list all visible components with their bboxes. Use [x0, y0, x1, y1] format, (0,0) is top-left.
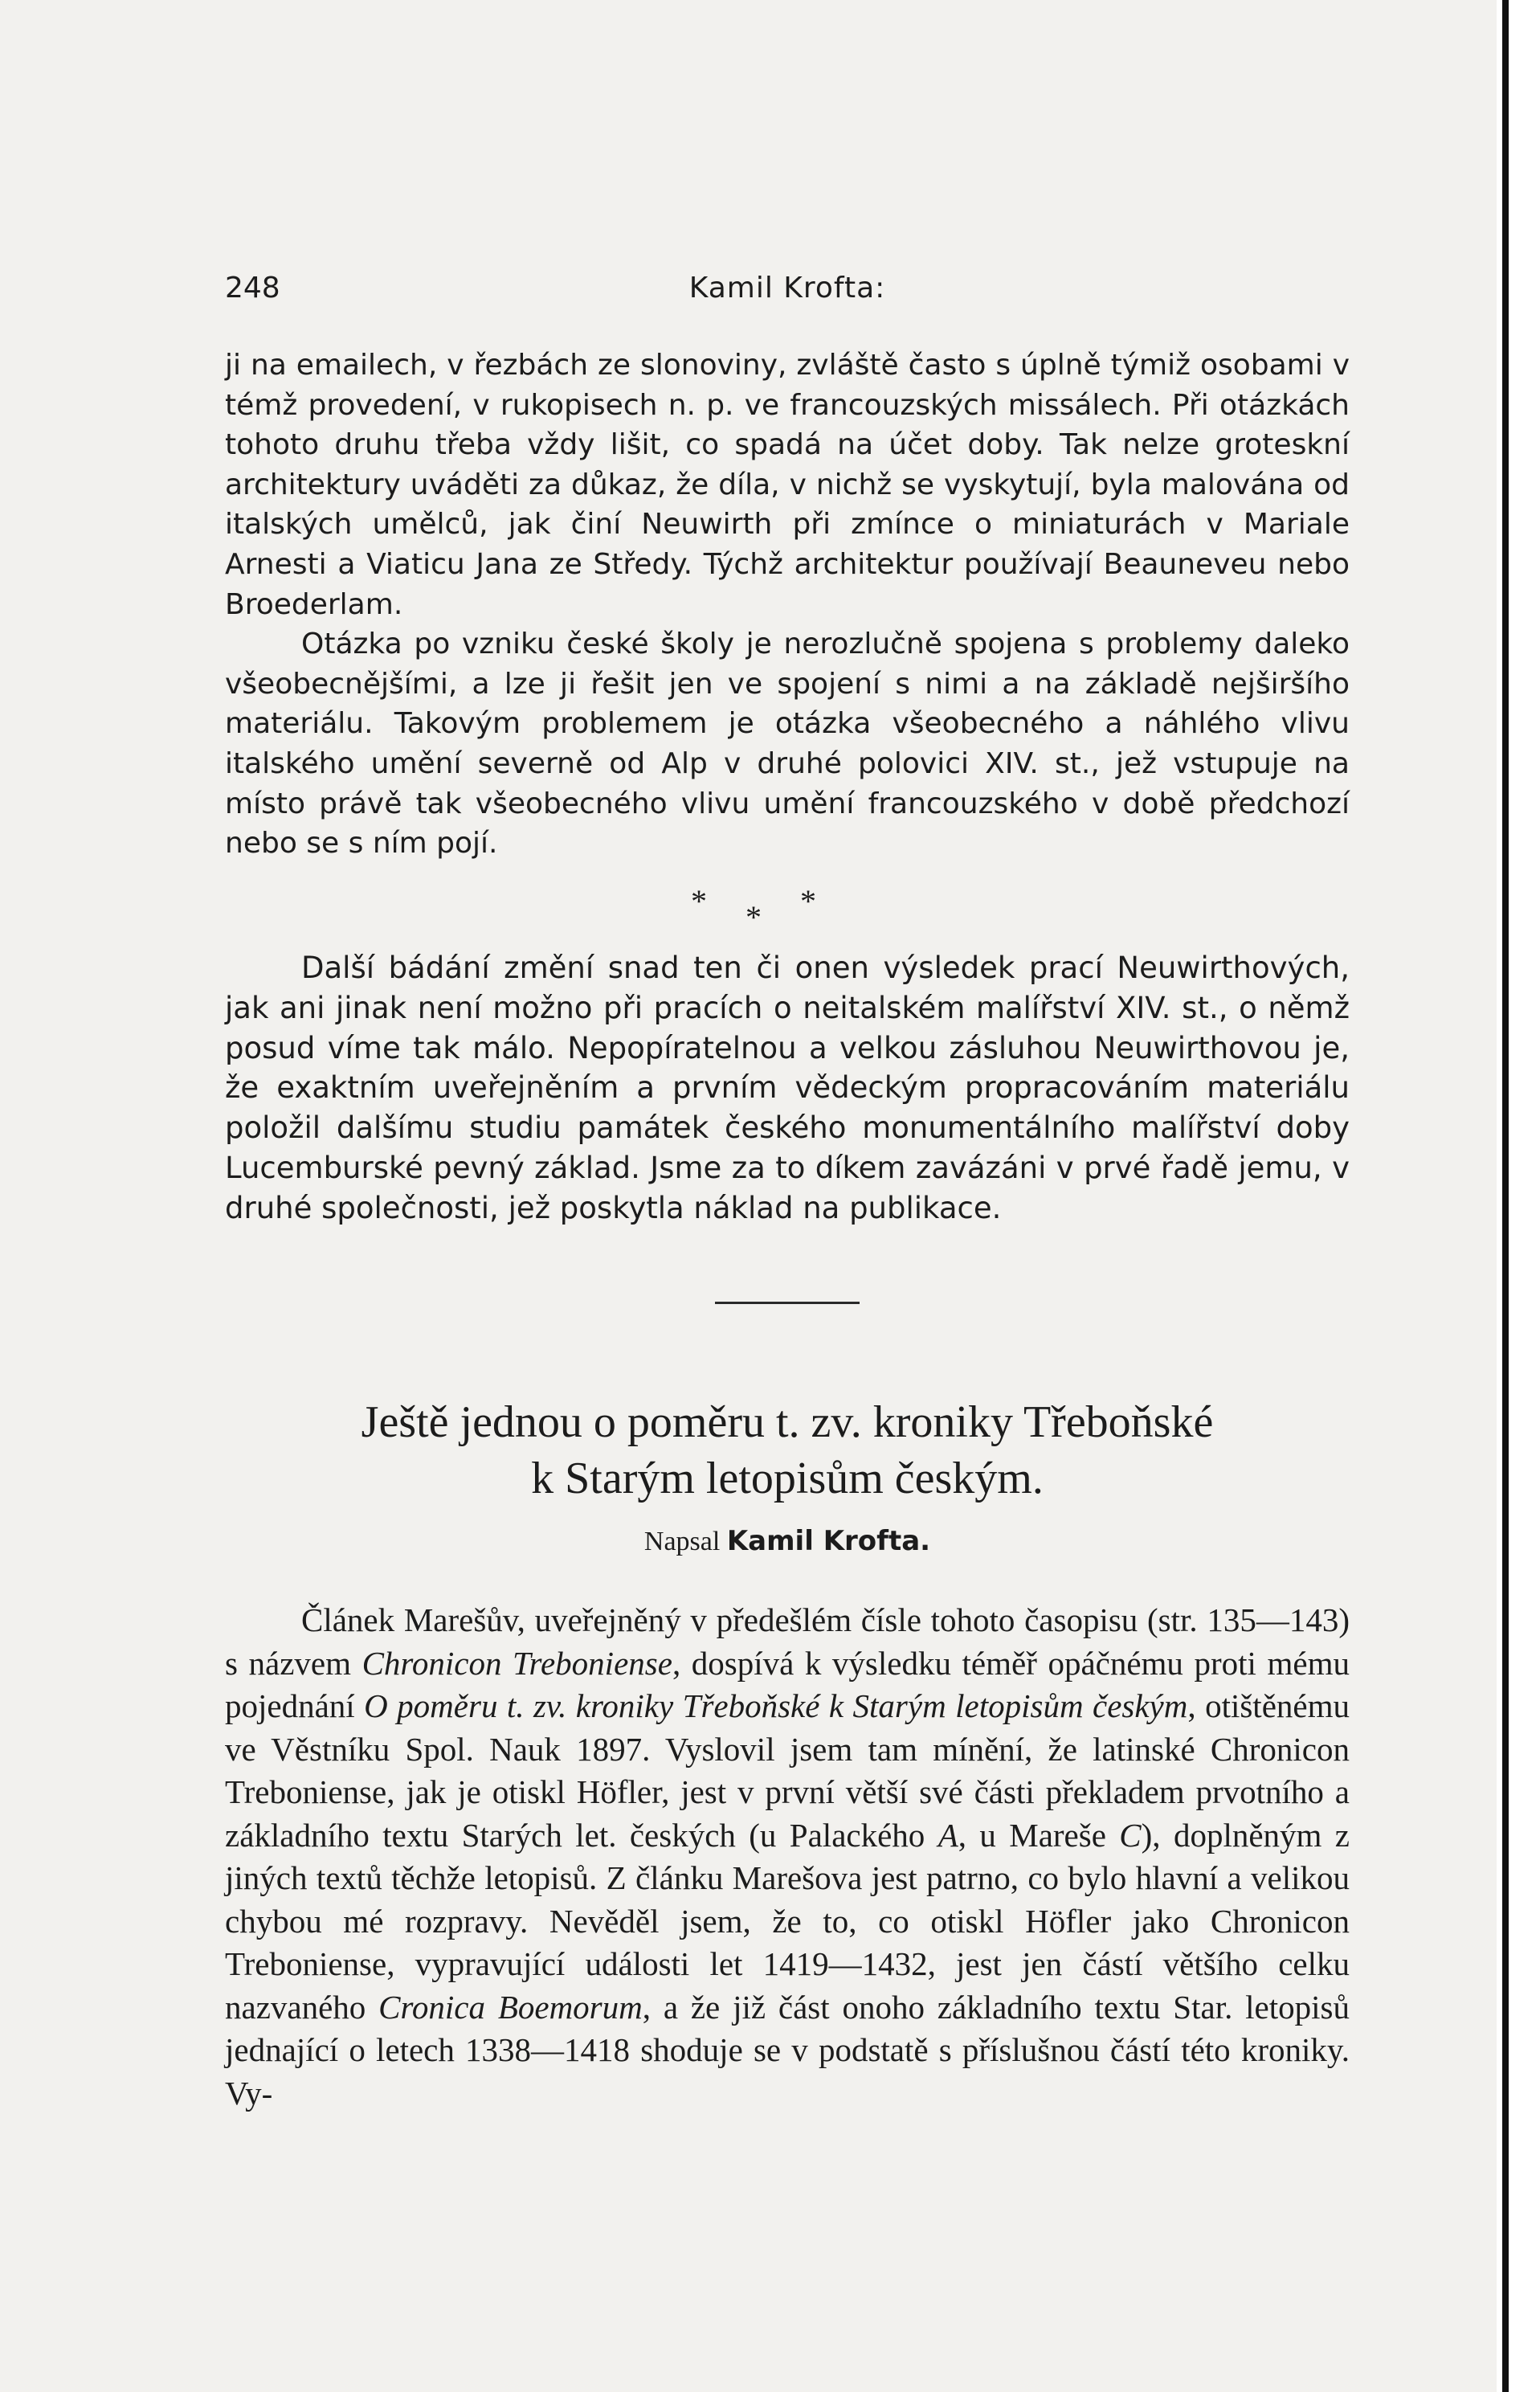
scan-edge-line: [1502, 0, 1509, 2392]
separator-star: *: [745, 899, 762, 935]
page-number: 248: [225, 272, 280, 305]
section-separator: [225, 882, 1350, 935]
paragraph: ji na emailech, v řezbách ze slonoviny, zvláště často s úplně týmiž osobami v témž provedení, v rukopisech n. p. ve francouzských missálech. Při otázkách tohoto druhu třeba vždy lišit, co spadá na účet doby. Tak nelze groteskní architektury uváděti za důkaz, že díla, v nichž se vyskytují, byla malována od italských umělců, jak činí Neuwirth při zmínce o miniaturách v Mariale Arnesti a Viaticu Jana ze Středy. Týchž architektur používají Beauneveu nebo Broederlam.: [225, 349, 1350, 621]
text-run: , a že již část onoho základního textu Star. letopisů jednající o letech 1338—1418 shoduje se v podstatě s příslušnou částí této kroniky. Vy-: [225, 1988, 1350, 2112]
article-title: [225, 1394, 1350, 1507]
byline-prefix: Napsal: [643, 1527, 721, 1556]
separator-star: *: [691, 883, 707, 919]
article-body: [225, 1599, 1350, 2115]
running-title: Kamil Krofta:: [688, 272, 886, 305]
page-header: [225, 272, 1350, 309]
article-title-line: Ještě jednou o poměru t. zv. kroniky Třeboňské: [361, 1397, 1214, 1447]
italic-siglum: C: [1119, 1816, 1142, 1854]
italic-siglum: A: [937, 1816, 958, 1854]
paragraph: Další bádání změní snad ten či onen výsledek prací Neuwirthových, jak ani jinak není možno při pracích o neitalském malířství XIV. st., o němž posud víme tak málo. Nepopíratelnou a velkou zásluhou Neuwirthovou je, že exaktním uveřejněním a prvním vědeckým propracováním materiálu položil dalšímu studiu památek českého monumentálního malířství doby Lucemburské pevný základ. Jsme za to díkem zavázáni v prvé řadě jemu, v druhé společnosti, jež poskytla náklad na publikace.: [225, 951, 1350, 1225]
text-run: , u Mareše: [958, 1816, 1120, 1854]
text-run: , dospívá k výsledku téměř opáčnému proti mému pojednání: [225, 1644, 1350, 1724]
paragraph: Otázka po vzniku české školy je nerozlučně spojena s problemy daleko všeobecnějšími, a lze ji řešit jen ve spojení s nimi a na základě nejširšího materiálu. Takovým problemem je otázka všeobecného a náhlého vlivu italského umění severně od Alp v druhé polovici XIV. st., jež vstupuje na místo právě tak všeobecného vlivu umění francouzského v době předchozí nebo se s ním pojí.: [225, 628, 1350, 861]
italic-title: Cronica Boemorum: [378, 1988, 643, 2026]
text-run: , otištěnému ve Věstníku Spol. Nauk 1897. Vyslovil jsem tam mínění, že latinské Chronicon Treboniense, jak je otiskl Höfler, jest v první větší své části překladem prvotního a základního textu Starých let. českých (u Palackého: [225, 1687, 1350, 1854]
italic-title: Chronicon Treboniense: [362, 1644, 672, 1682]
section-2: [225, 948, 1350, 1229]
section-rule: [715, 1302, 860, 1304]
italic-title: O poměru t. zv. kroniky Třeboňské k Starým letopisům českým: [364, 1687, 1188, 1724]
separator-star: *: [800, 883, 816, 919]
text-run: ), doplněným z jiných textů těchže letopisů. Z článku Marešova jest patrno, co bylo hlavní a velikou chybou mé rozpravy. Nevěděl jsem, že to, co otiskl Höfler jako Chronicon Treboniense, vypravující události let 1419—1432, jest jen částí většího celku nazvaného: [225, 1816, 1350, 2026]
article-title-line: k Starým letopisům českým.: [531, 1454, 1044, 1503]
text-run: Článek Marešův, uveřejněný v předešlém čísle tohoto časopisu (str. 135—143) s názvem: [225, 1601, 1350, 1682]
paragraph: [225, 1599, 1350, 2115]
byline-author: Kamil Krofta.: [726, 1525, 931, 1557]
section-1: [225, 346, 1350, 864]
article-byline: [225, 1525, 1350, 1557]
